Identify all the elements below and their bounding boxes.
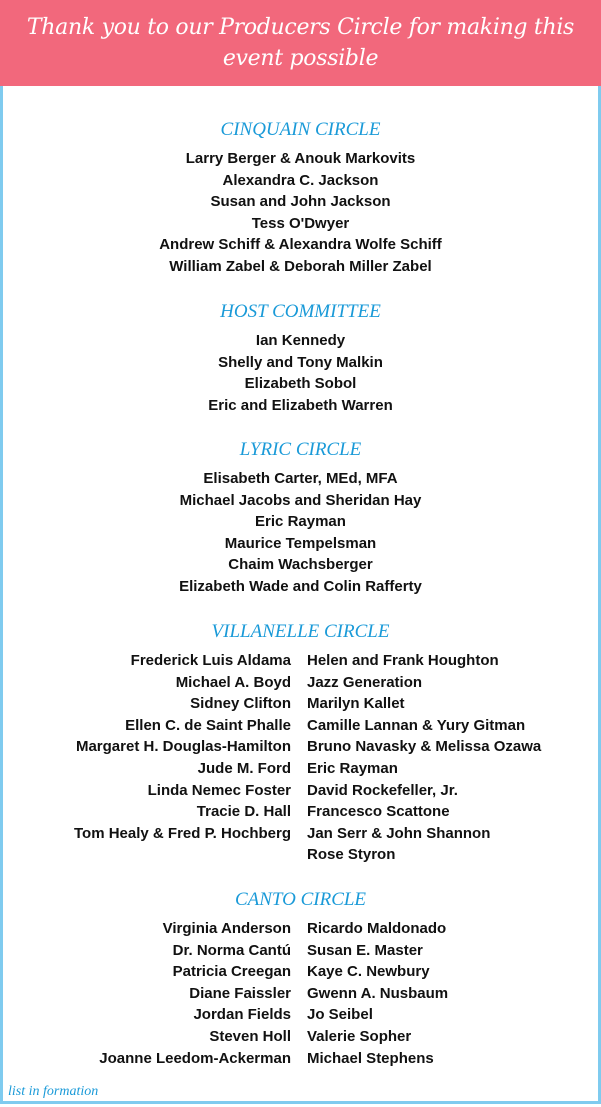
section-heading: VILLANELLE CIRCLE: [211, 621, 390, 642]
donor-name: Susan E. Master: [307, 941, 423, 959]
donor-name: Diane Faissler: [189, 984, 291, 1002]
donor-name: Linda Nemec Foster: [147, 781, 291, 799]
donor-name: David Rockefeller, Jr.: [307, 781, 458, 799]
section-villanelle: [0, 620, 601, 866]
donor-name: Helen and Frank Houghton: [307, 652, 499, 669]
donor-name: Jo Seibel: [307, 1006, 373, 1024]
section-heading: HOST COMMITTEE: [220, 301, 381, 322]
donor-name: Michael Stephens: [307, 1049, 434, 1067]
donor-name: Marilyn Kallet: [307, 695, 405, 713]
header-title: Thank you to our Producers Circle for making this event possible: [26, 15, 575, 71]
section-heading: CANTO CIRCLE: [234, 889, 367, 910]
donor-name: Elisabeth Carter, MEd, MFA: [203, 470, 398, 487]
section-canto: [0, 888, 601, 1069]
header-banner: [0, 0, 601, 86]
donor-name: Tracie D. Hall: [196, 803, 291, 821]
name-column-right: [307, 918, 448, 1069]
list-in-formation-note: list in formation: [8, 1084, 99, 1099]
donor-name: Jordan Fields: [193, 1006, 291, 1024]
donor-name: Steven Holl: [209, 1027, 291, 1045]
name-columns: [0, 918, 601, 1069]
section-heading: CINQUAIN CIRCLE: [220, 119, 381, 140]
donor-name: Virginia Anderson: [162, 920, 291, 937]
donor-name: Tom Healy & Fred P. Hochberg: [74, 824, 291, 842]
donor-name: Jazz Generation: [307, 673, 423, 691]
donor-name: Gwenn A. Nusbaum: [307, 984, 449, 1002]
donor-name: Maurice Tempelsman: [224, 534, 377, 552]
donor-name: Elizabeth Wade and Colin Rafferty: [179, 577, 422, 595]
donor-name: Michael A. Boyd: [175, 673, 291, 691]
donor-name: Elizabeth Sobol: [244, 375, 357, 393]
donor-name: Jude M. Ford: [197, 759, 291, 777]
donor-name: Kaye C. Newbury: [307, 963, 430, 981]
donor-name: Dr. Norma Cantú: [172, 941, 291, 959]
donor-name: Camille Lannan & Yury Gitman: [307, 716, 526, 734]
donor-name: Tess O'Dwyer: [251, 214, 350, 232]
name-column-left: [0, 650, 291, 866]
donor-name: Valerie Sopher: [307, 1027, 412, 1045]
name-columns: [0, 650, 601, 866]
donor-name: Frederick Luis Aldama: [130, 652, 291, 669]
donor-name: Eric and Elizabeth Warren: [208, 396, 393, 414]
section-host-committee: [0, 300, 601, 416]
donor-name: Shelly and Tony Malkin: [218, 353, 383, 371]
donor-name: Ricardo Maldonado: [307, 920, 447, 937]
donor-name: Eric Rayman: [307, 759, 398, 777]
donor-name: Bruno Navasky & Melissa Ozawa: [307, 738, 542, 756]
donor-name: Michael Jacobs and Sheridan Hay: [179, 491, 422, 509]
donor-name: William Zabel & Deborah Miller Zabel: [169, 257, 432, 275]
donor-name: Alexandra C. Jackson: [222, 171, 379, 189]
name-column-right: [307, 650, 541, 866]
donor-name: Susan and John Jackson: [210, 193, 391, 211]
section-cinquain: [0, 118, 601, 278]
section-lyric: [0, 438, 601, 598]
donor-name: Ian Kennedy: [255, 332, 346, 349]
name-list: [0, 148, 601, 278]
name-column-left: [0, 918, 291, 1069]
donor-name: Patricia Creegan: [172, 963, 291, 981]
donor-name: Rose Styron: [307, 846, 396, 864]
donor-name: Larry Berger & Anouk Markovits: [185, 150, 416, 167]
donor-name: Sidney Clifton: [190, 695, 291, 713]
donor-name: Andrew Schiff & Alexandra Wolfe Schiff: [159, 236, 442, 254]
section-heading: LYRIC CIRCLE: [239, 439, 362, 460]
donor-name: Ellen C. de Saint Phalle: [125, 716, 291, 734]
donor-name: Eric Rayman: [255, 513, 346, 531]
donor-name: Joanne Leedom-Ackerman: [99, 1049, 291, 1067]
name-list: [0, 330, 601, 416]
donor-name: Francesco Scattone: [307, 803, 450, 821]
donor-name: Jan Serr & John Shannon: [307, 824, 491, 842]
donor-name: Chaim Wachsberger: [228, 556, 373, 574]
name-list: [0, 468, 601, 598]
donor-name: Margaret H. Douglas-Hamilton: [75, 738, 291, 756]
